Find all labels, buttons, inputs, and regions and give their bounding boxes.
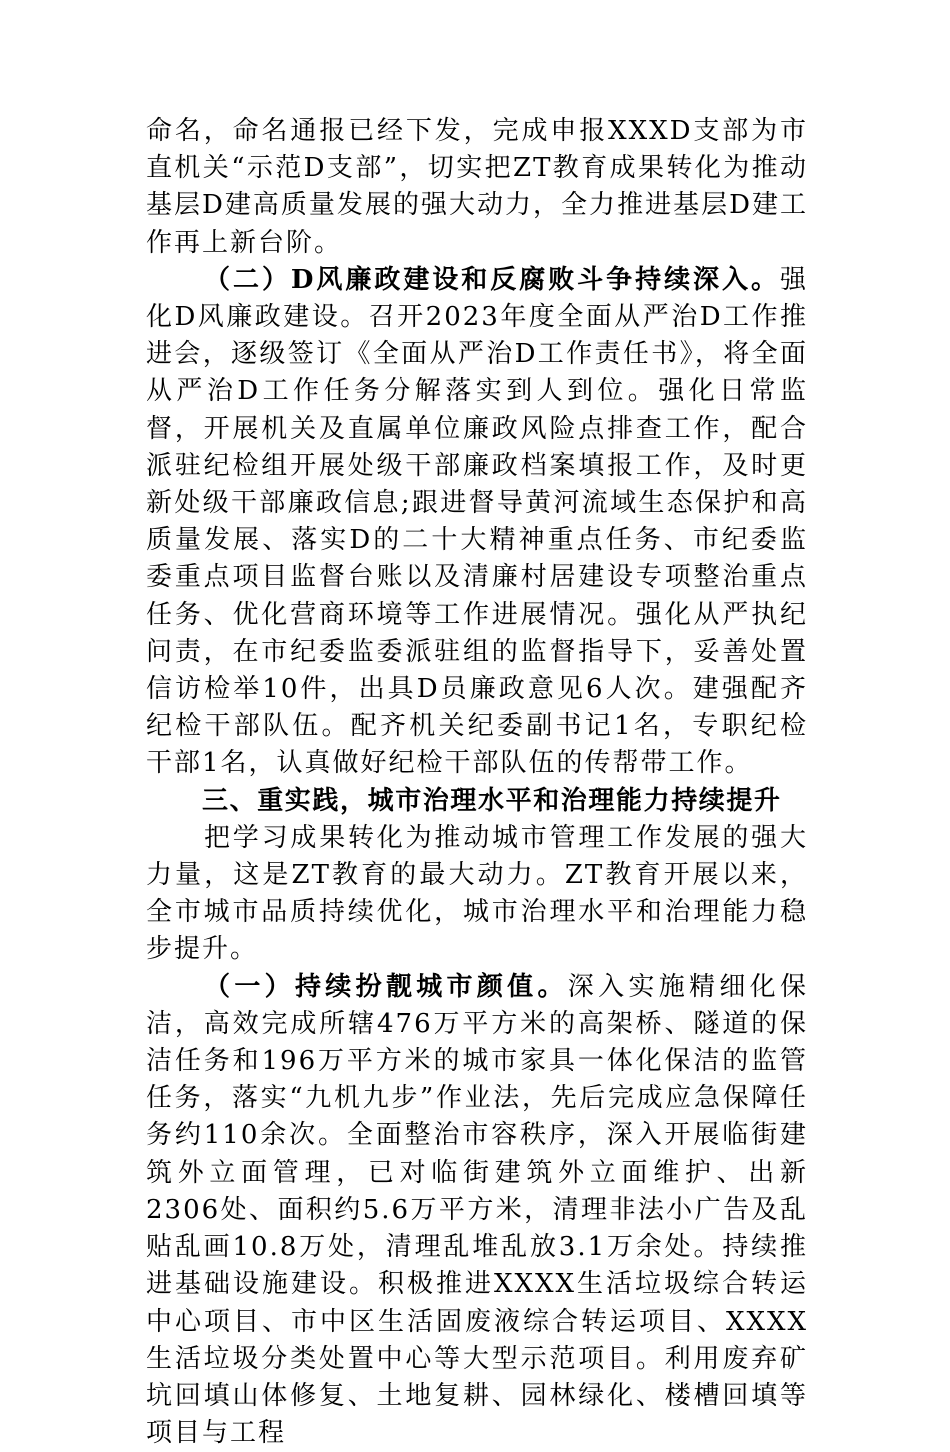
paragraph-text: 深入实施精细化保洁，高效完成所辖476万平方米的高架桥、隧道的保洁任务和196万平方米的城市家具一体化保洁的监管任务，落实“九机九步”作业法，先后完成应急保障任务约110余次。全面整治市容秩序，深入开展临街建筑外立面管理，已对临街建筑外立面维护、出新2306处、面积约5.6万平方米，清理非法小广告及乱贴乱画10.8万处，清理乱堆乱放3.1万余处。持续推进基础设施建设。积极推进XXXX生活垃圾综合转运中心项目、市中区生活固废液综合转运项目、XXXX生活垃圾分类处置中心等大型示范项目。利用废弃矿坑回填山体修复、土地复耕、园林绿化、楼槽回填等项目与工程 — [146, 971, 808, 1449]
section-heading-text: 三、重实践，城市治理水平和治理能力持续提升 — [202, 785, 782, 816]
section-heading-3 — [146, 783, 808, 820]
paragraph-text: 把学习成果转化为推动城市管理工作发展的强大力量，这是ZT教育的最大动力。ZT教育开展以来，全市城市品质持续优化，城市治理水平和治理能力稳步提升。 — [146, 822, 808, 965]
paragraph-text: 强化D风廉政建设。召开2023年度全面从严治D工作推进会，逐级签订《全面从严治D工作责任书》，将全面从严治D工作任务分解落实到人到位。强化日常监督，开展机关及直属单位廉政风险点排查工作，配合派驻纪检组开展处级干部廉政档案填报工作，及时更新处级干部廉政信息;跟进督导黄河流域生态保护和高质量发展、落实D的二十大精神重点任务、市纪委监委重点项目监督台账以及清廉村居建设专项整治重点任务、优化营商环境等工作进展情况。强化从严执纪问责，在市纪委监委派驻组的监督指导下，妥善处置信访检举10件，出具D员廉政意见6人次。建强配齐纪检干部队伍。配齐机关纪委副书记1名，专职纪检干部1名，认真做好纪检干部队伍的传帮带工作。 — [146, 264, 808, 779]
document-page — [146, 113, 808, 1452]
paragraph-text: 命名，命名通报已经下发，完成申报XXXD支部为市直机关“示范D支部”，切实把ZT教育成果转化为推动基层D建高质量发展的强大动力，全力推进基层D建工作再上新台阶。 — [146, 116, 808, 258]
paragraph-section-intro — [146, 820, 808, 969]
paragraph-lead-heading: （二）D风廉政建设和反腐败斗争持续深入。 — [204, 264, 780, 295]
paragraph-city-appearance — [146, 969, 808, 1452]
paragraph-party-conduct — [146, 262, 808, 783]
paragraph-continuation — [146, 113, 808, 262]
paragraph-lead-heading: （一）持续扮靓城市颜值。 — [204, 971, 568, 1002]
